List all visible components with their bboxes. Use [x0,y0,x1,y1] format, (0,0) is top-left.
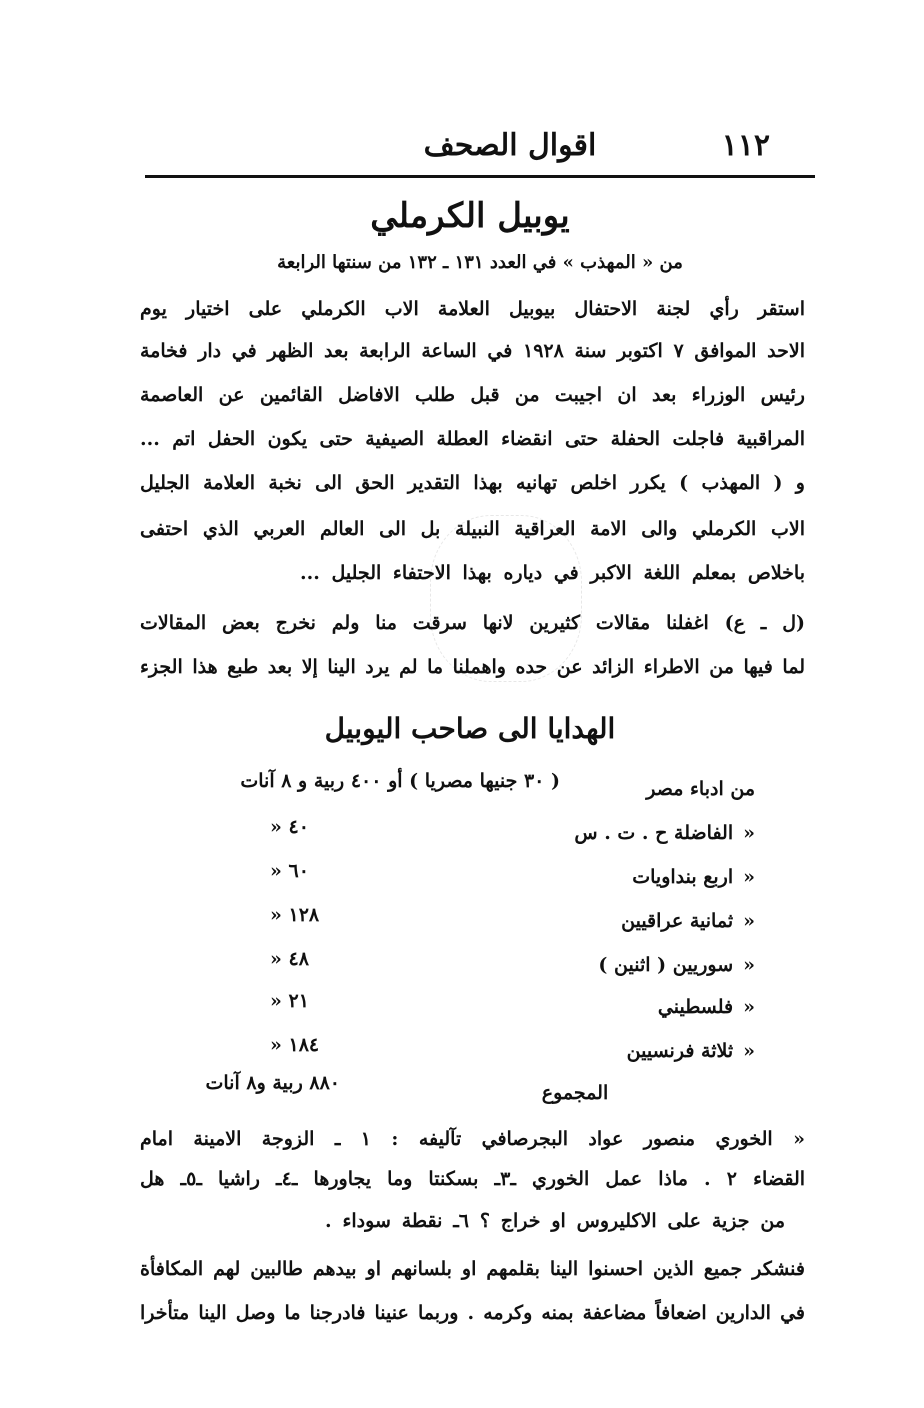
paragraph-line: و ( المهذب ) يكرر اخلص تهانيه بهذا التقدير الحق الى نخبة العلامة الجليل [140,472,805,494]
gift-donor-label: «ثمانية عراقيين [621,910,755,932]
gift-donor-label: من ادباء مصر [646,778,755,800]
gift-donor-label: «اربع بنداويات [632,866,755,888]
running-header-title: اقوال الصحف [423,128,597,163]
gift-donor-label: «ثلاثة فرنسيين [626,1040,755,1062]
works-line: القضاء ٢ . ماذا عمل الخوري ـ٣ـ بسكنتا وما يجاورها ـ٤ـ راشيا ـ٥ـ هل [140,1168,806,1190]
gift-donor-label: «الفاضلة ح . ت . س [574,822,755,844]
ditto-mark: « [743,1040,755,1062]
article-source: من « المهذب » في العدد ١٣١ ـ ١٣٢ من سنتها الرابعة [277,252,683,273]
page-number: ١١٢ [721,128,770,163]
editor-note-line: لما فيها من الاطراء الزائد عن حده واهملنا ما لم يرد الينا إلا بعد طبع هذا الجزء [140,656,805,678]
thanks-line: في الدارين اضعافاً مضاعفة بمنه وكرمه . وربما عنينا فادرجنا ما وصل الينا متأخرا [140,1302,805,1324]
article-title: يوبيل الكرملي [370,196,570,236]
paragraph-line: باخلاص بمعلم اللغة الاكبر في دياره بهذا الاحتفاء الجليل ... [300,562,805,584]
gift-amount: ٢١ « [270,990,309,1012]
gift-amount: ٦٠ « [270,860,309,882]
gift-amount: ١٢٨ « [270,904,320,926]
header-rule [145,175,815,178]
ditto-mark: « [743,822,755,844]
paragraph-line: الاب الكرملي والى الامة العراقية النبيلة بل الى العالم العربي الذي احتفى [140,518,805,540]
paragraph-line: الاحد الموافق ٧ اكتوبر سنة ١٩٢٨ في الساعة الرابعة بعد الظهر في دار فخامة [140,340,805,362]
paragraph-line: المراقبية فاجلت الحفلة حتى انقضاء العطلة الصيفية حتى يكون الحفل اتم ... [140,428,805,450]
gift-donor-label: «سوريين ( اثنين ) [598,954,755,976]
total-amount: ٨٨٠ ربية و٨ آنات [205,1072,340,1094]
gift-amount: ٤٨ « [270,948,309,970]
editor-note-line: (ل ـ ع) اغفلنا مقالات كثيرين لانها سرقت منا ولم نخرج بعض المقالات [140,612,805,634]
gifts-section-title: الهدايا الى صاحب اليوبيل [324,712,616,745]
works-line: من جزية على الاكليروس او خراج ؟ ٦ـ نقطة سوداء . [325,1210,785,1232]
ditto-mark: « [743,996,755,1018]
total-label: المجموع [541,1082,609,1104]
ditto-mark: « [743,910,755,932]
gift-amount: ٤٠ « [270,816,309,838]
gift-donor-label: «فلسطيني [657,996,755,1018]
paragraph-line: استقر رأي لجنة الاحتفال بيوبيل العلامة الاب الكرملي على اختيار يوم [140,298,805,320]
gift-amount: ١٨٤ « [270,1034,320,1056]
gift-amount: ( ٣٠ جنيها مصريا ) أو ٤٠٠ ربية و ٨ آنات [240,770,560,792]
ditto-mark: « [743,866,755,888]
paragraph-line: رئيس الوزراء بعد ان اجيبت من قبل طلب الافاضل القائمين عن العاصمة [140,384,805,406]
works-line: « الخوري منصور عواد البجرصافي تآليفه : ١ ـ الزوجة الامينة امام [140,1128,805,1150]
thanks-line: فنشكر جميع الذين احسنوا الينا بقلمهم او بلسانهم او بيدهم طالبين لهم المكافأة [140,1258,805,1280]
ditto-mark: « [743,954,755,976]
